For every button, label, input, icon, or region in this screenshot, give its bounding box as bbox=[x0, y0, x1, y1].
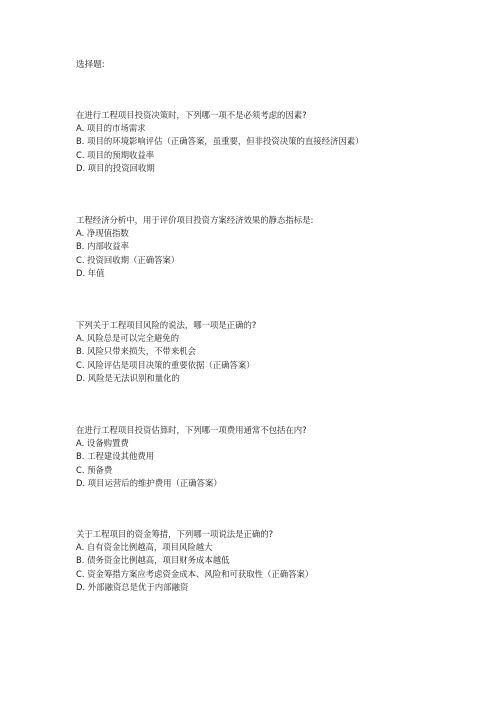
question-stem: 在进行工程项目投资决策时，下列哪一项不是必须考虑的因素? bbox=[76, 110, 307, 120]
option-d: D. 项目的投资回收期 bbox=[76, 162, 155, 173]
question-2 bbox=[76, 214, 476, 280]
option-b: B. 工程建设其他费用 bbox=[76, 451, 155, 462]
option-a: A. 设备购置费 bbox=[76, 438, 129, 449]
option-b: B. 项目的环境影响评估（正确答案，虽重要，但非投资决策的直接经济因素） bbox=[76, 136, 364, 147]
question-stem: 工程经济分析中，用于评价项目投资方案经济效果的静态指标是: bbox=[76, 215, 314, 225]
question-stem: 下列关于工程项目风险的说法，哪一项是正确的? bbox=[76, 320, 257, 330]
option-d: D. 外部融资总是优于内部融资 bbox=[76, 581, 189, 592]
option-d: D. 年值 bbox=[76, 267, 105, 278]
option-c: C. 资金筹措方案应考虑资金成本、风险和可获取性（正确答案） bbox=[76, 568, 314, 579]
option-c: C. 项目的预期收益率 bbox=[76, 149, 155, 160]
option-b: B. 内部收益率 bbox=[76, 241, 129, 252]
option-c: C. 预备费 bbox=[76, 464, 113, 475]
option-c: C. 风险评估是项目决策的重要依据（正确答案） bbox=[76, 359, 255, 370]
section-heading: 选择题: bbox=[76, 60, 105, 70]
option-c: C. 投资回收期（正确答案） bbox=[76, 254, 180, 265]
question-4 bbox=[76, 424, 476, 490]
question-stem: 关于工程项目的资金筹措，下列哪一项说法是正确的? bbox=[76, 529, 274, 539]
question-5 bbox=[76, 528, 476, 594]
question-stem: 在进行工程项目投资估算时，下列哪一项费用通常不包括在内? bbox=[76, 425, 307, 435]
question-1 bbox=[76, 109, 476, 175]
option-a: A. 风险总是可以完全避免的 bbox=[76, 333, 180, 344]
option-d: D. 风险是无法识别和量化的 bbox=[76, 372, 180, 383]
option-a: A. 自有资金比例越高，项目风险越大 bbox=[76, 542, 213, 553]
question-3 bbox=[76, 319, 476, 385]
option-d: D. 项目运营后的维护费用（正确答案） bbox=[76, 477, 222, 488]
option-a: A. 净现值指数 bbox=[76, 228, 129, 239]
option-b: B. 债务资金比例越高，项目财务成本越低 bbox=[76, 555, 230, 566]
option-a: A. 项目的市场需求 bbox=[76, 123, 146, 134]
option-b: B. 风险只带来损失，不带来机会 bbox=[76, 346, 196, 357]
